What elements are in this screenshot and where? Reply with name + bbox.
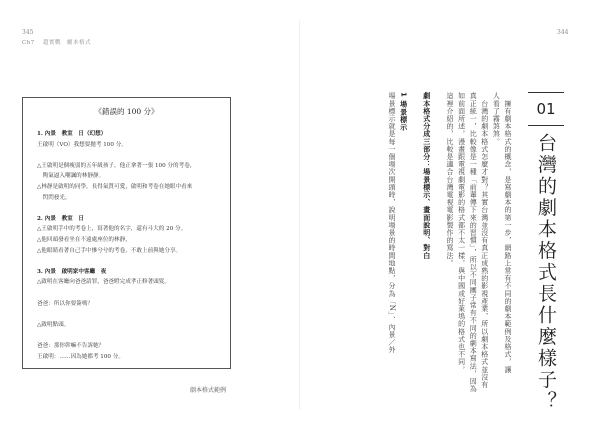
figure-caption: 劇本格式範例 [190, 387, 227, 394]
chapter-number: 01 [536, 100, 556, 118]
body-text-column: 人看了霧煞煞。 [492, 92, 501, 146]
body-text-column: 這裡介紹的，比較是適合台灣電視電影製作的寫法。 [446, 92, 454, 267]
body-text-column: 擁有劇本格式的概念，是寫劇本的第一步，網路上常有不同的劇本範例及格式，讓 [504, 92, 512, 374]
script-line: 爸爸：那你幹嘛不告訴她？ [37, 343, 105, 349]
chapter-title: 台灣的劇本格式長什麼樣子？ [535, 133, 557, 413]
script-line: △啟明在客廳向爸爸請罪，爸爸瞪完成孝正修著頭髮。 [37, 279, 170, 286]
script-example-box [22, 97, 231, 369]
body-text-column: 真正統一，比較像是一種「前輩傳下來的習慣」，所以不同團子常有不同的劇本寫法，因為 [469, 92, 478, 393]
script-line: △他眼睛看著自己手中慘兮兮的考卷，不敢上前與她分享。 [37, 247, 182, 254]
running-head: Ch7 超實戰 劇本格式 [22, 40, 91, 46]
script-line: △他回頭發看坐在不遠處座位的林靜， [37, 237, 131, 243]
page-number-right: 344 [557, 29, 569, 36]
body-text-column: 如前面所述，漫畫跟電視劇電影的格式都不太一樣，與中國或好萊塢的格式也不同， [457, 92, 466, 374]
section-heading: 劇本格式分成三部分：場景標示、畫面說明、對白 [422, 92, 431, 260]
script-line: △王啟明手中的考卷上，寫著他的名字，還有斗大的 20 分。 [37, 226, 187, 233]
script-line: 王啟明（VO）我想要拋考 100 分。 [37, 141, 127, 148]
script-line: 陶氣逼入嘲諷的林靜靜。 [37, 173, 105, 180]
script-line: △王啟明是個瘦弱的五年級孩子，他正拿著一張 100 分的考卷， [37, 162, 196, 169]
body-text-column: 場景標示就是每一個場次開頭時，說明場景的時間地點，分為「N」、內景／外 [388, 92, 396, 354]
script-title: 《錯誤的 100 分》 [94, 107, 159, 116]
script-line: 閃閃發光。 [37, 194, 71, 201]
script-line: 王啟明：……因為她都考 100 分。 [37, 353, 124, 360]
chapter-number-box [528, 92, 564, 126]
scene-heading: 1. 內景 教室 日（幻想） [37, 131, 107, 137]
script-line: 爸爸：所以你要簽嗎？ [37, 300, 93, 307]
body-text-column: 台灣的劇本格式怎麼才對？其實台灣並沒有真正成熟的影視產業，所以劇本格式並沒有 [480, 92, 489, 389]
page-number-left: 345 [22, 29, 34, 36]
scene-heading: 3. 內景 啟明家中客廳 夜 [37, 268, 107, 275]
script-line: △啟明點頭。 [37, 321, 70, 328]
scene-heading: 2. 內景 教室 日 [37, 215, 84, 222]
script-line: △林靜是啟明的同學，長得氣質可愛，啟明和考卷在她眼中看來 [37, 184, 193, 190]
section-heading: 1 場景標示 [399, 92, 408, 131]
